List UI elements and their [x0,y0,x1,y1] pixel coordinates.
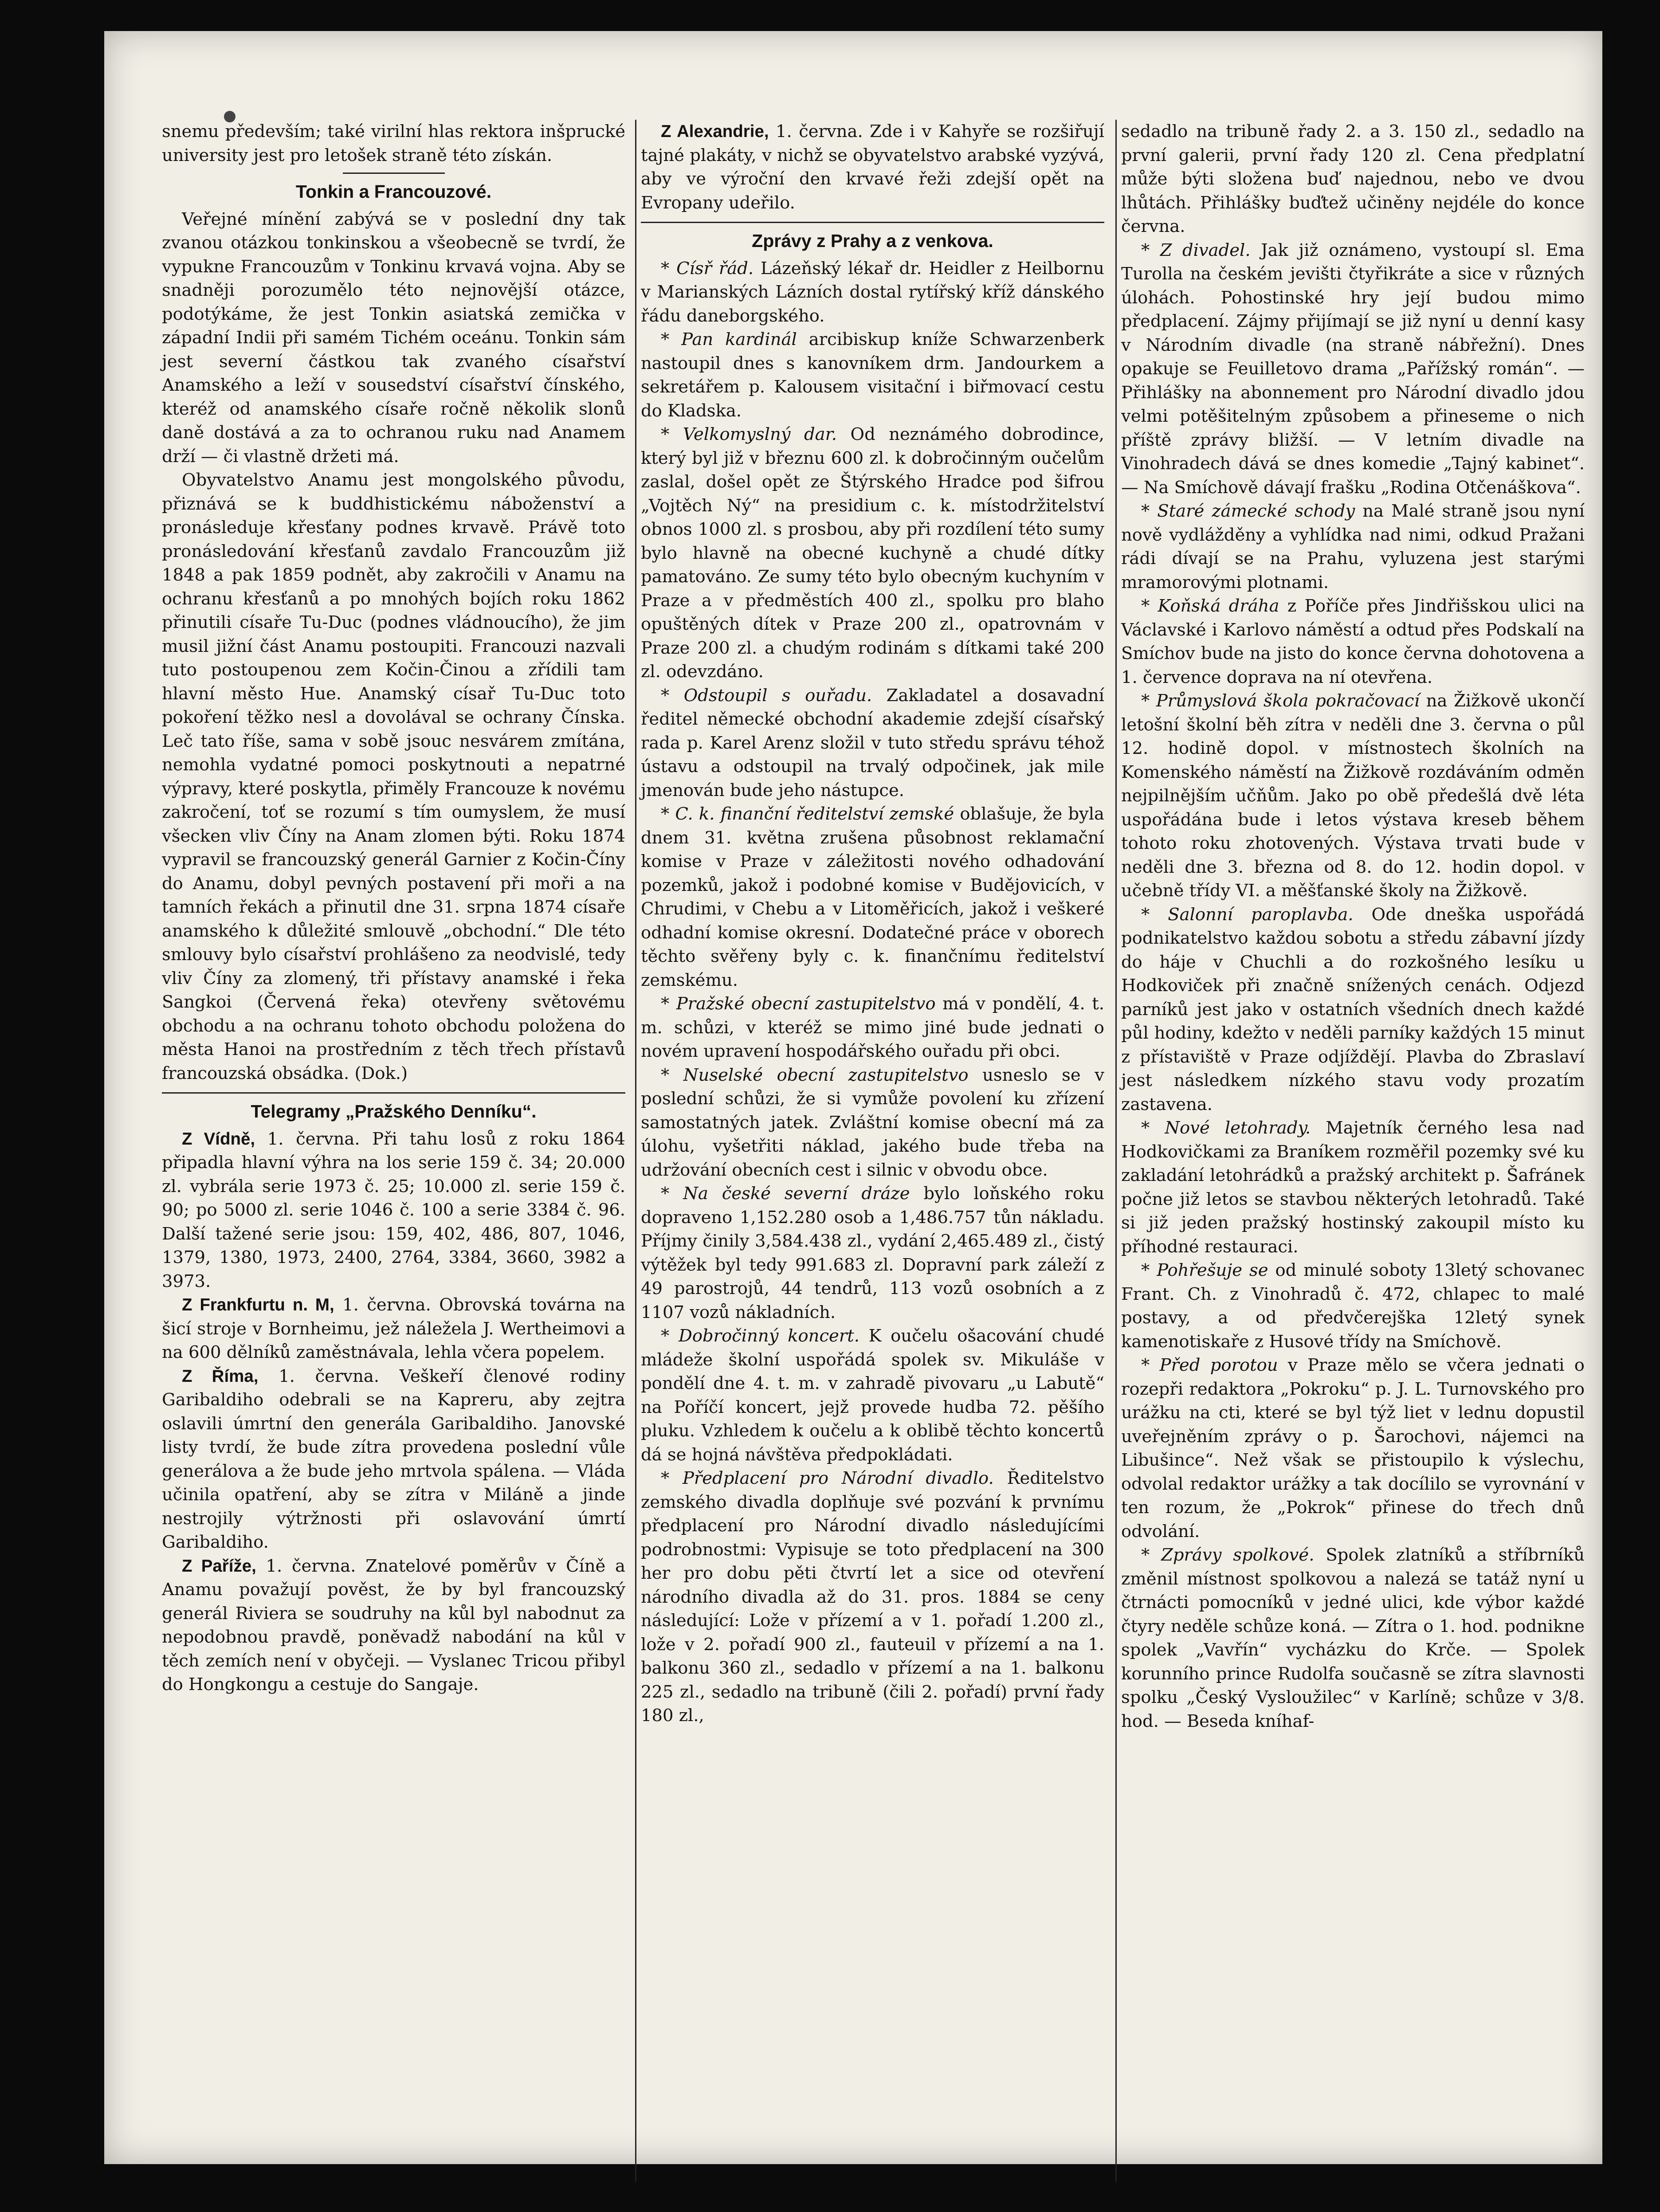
news-item: * Z divadel. Jak již oznámeno, vystoupí sl. Ema Turolla na českém jevišti čtyřikráte a sice v různých úlohách. Pohostinské hry její budou mimo předplacení. Zájmy přijímají se již nyní u denní kasy v Národním divadle (na straně nábřežní). Dnes opakuje se Feuilletovo drama „Pařížský román“. — Přihlášky na abonnement pro Národní divadlo jdou velmi potěšitelným způsobem a přineseme o nich příště zprávy bližší. — V letním divadle na Vinohradech dává se dnes komedie „Tajný kabinet“. — Na Smíchově dávají frašku „Rodina Otčenáškova“. [1121,240,1585,498]
item-title: Zprávy spolkové. [1161,1545,1315,1565]
item-title: Z divadel. [1160,240,1251,260]
telegram-text: 1. června. Veškeří členové rodiny Garibaldiho odebrali se na Kapreru, aby zejtra oslavili úmrtní den generála Garibaldiho. Janovské listy tvrdí, že bude zítra provedena poslední vůle generálova a že bude jeho mrtvola spálena. — Vláda učinila opatření, aby se zítra v Miláně a jinde nestrojily výtržnosti při oslavování úmrtí Garibaldiho. [162,1366,625,1552]
news-item: * Staré zámecké schody na Malé straně jsou nyní nově vydlážděny a vyhlídka nad nimi, odkud Pražani rádi dívají se na Prahu, vyluzena jest starými mramorovými plotnami. [1121,501,1585,592]
telegram-text: 1. června. Znatelové poměrův v Číně a Anamu považují pověst, že by byl francouzský generál Riviera se soudruhy na kůl byl nabodnut za nepodobnou pravdě, poněvadž nabodání na kůl v těch zemích není v obyčeji. — Vyslanec Tricou přibyl do Hongkongu a cestuje do Sangaje. [162,1556,625,1694]
item-text: bylo loňského roku dopraveno 1,152.280 osob a 1,486.757 tůn nákladu. Příjmy činily 3,584.438 zl., vydání 2,465.489 zl., čistý výtěžek byl tedy 991.683 zl. Dopravní park záleží z 49 parostrojů, 44 tendrů, 113 vozů osobních a z 1107 vozů nákladních. [641,1184,1104,1322]
telegram-text: 1. června. Zde i v Kahyře se rozšiřují tajné plakáty, v nichž se obyvatelstvo arabské vyzývá, aby ve výroční den krvavé řeži zdejší opět na Evropany udeřilo. [641,122,1104,213]
item-text: na Žižkově ukončí letošní školní běh zítra v neděli dne 3. června o půl 12. hodině dopol. v místnostech školních na Komenského náměstí na Žižkově rozdáváním odměn nejpilnějším učňům. Jako po obě předešlá dvě léta uspořádána bude i letos výstava kreseb během tohoto roku zhotovených. Výstava trvati bude v neděli dne 3. března od 8. do 12. hodin dopol. v učebně třídy VI. a měšťanské školy na Žižkově. [1121,691,1585,901]
news-item: * Pražské obecní zastupitelstvo má v pondělí, 4. t. m. schůzi, v kteréž se mimo jiné bude jednati o novém upravení hospodářského ouřadu při obci. [641,994,1104,1061]
news-item: * C. k. finanční ředitelství zemské oblašuje, že byla dnem 31. května zrušena působnost reklamační komise v Praze v záležitosti nového odhadování pozemků, jakož i podobné komise v Budějovicích, v Chrudimi, v Chebu a v Litoměřicích, jakož i veškeré odhadní komise okresní. Dodatečné práce v oborech těchto svěřeny byly c. k. finančnímu ředitelství zemskému. [641,804,1104,990]
dateline: Z Říma, [182,1366,259,1386]
item-title: Salonní paroplavba. [1168,904,1354,925]
item-title: Průmyslová škola pokračovací [1156,691,1420,711]
item-text: arcibiskup kníže Schwarzenberk nastoupil dnes s kanovníkem drm. Jandourkem a sekretářem p. Kalousem visitační i biřmovací cestu do Kladska. [641,329,1104,421]
paragraph: snemu především; také virilní hlas rektora inšprucké university jest pro letošek straně této získán. [162,122,625,165]
news-item: * Pohřešuje se od minulé soboty 13letý schovanec Frant. Ch. z Vinohradů č. 472, chlapec to malé postavy, a od předvčerejška 12letý synek kamenotiskaře z Husové třídy na Smíchově. [1121,1260,1585,1352]
item-text: od minulé soboty 13letý schovanec Frant. Ch. z Vinohradů č. 472, chlapec to malé postavy, a od předvčerejška 12letý synek kamenotiskaře z Husové třídy na Smíchově. [1121,1260,1585,1352]
section-heading: Tonkin a Francouzové. [295,181,492,202]
news-item: * Salonní paroplavba. Ode dneška uspořádá podnikatelstvo každou sobotu a středu zábavní jízdy do háje v Chuchli a do rozkošného lesíku u Hodkoviček při značně snížených cenách. Odjezd parníků jest jako v ostatních všedních dnech každé půl hodiny, kdežto v neděli parníky každých 15 minut z přístaviště v Praze odjíždějí. Plavba do Zbraslaví jest následkem nízkého stavu vody prozatím zastavena. [1121,904,1585,1114]
column-1 [162,120,625,1697]
news-item: * Císř řád. Lázeňský lékař dr. Heidler z Heilbornu v Marianských Lázních dostal rytířský kříž dánského řádu daneborgského. [641,258,1104,326]
column-2 [641,120,1104,1728]
telegram [162,1293,625,1365]
dateline: Z Alexandrie, [661,122,769,141]
news-item: * Na české severní dráze bylo loňského roku dopraveno 1,152.280 osob a 1,486.757 tůn nákladu. Příjmy činily 3,584.438 zl., vydání 2,465.489 zl., čistý výtěžek byl tedy 991.683 zl. Dopravní park záleží z 49 parostrojů, 44 tendrů, 113 vozů osobních a z 1107 vozů nákladních. [641,1184,1104,1322]
column-3 [1121,120,1585,1733]
paragraph: sedadlo na tribuně řady 2. a 3. 150 zl., sedadlo na první galerii, první řady 120 zl. Cena předplatní může býti složena buď najednou, nebo ve dvou lhůtách. Přihlášky buďtež učiněny nejdéle do konce června. [1121,122,1585,236]
item-text: z Poříče přes Jindřišskou ulici na Václavské i Karlovo náměstí a odtud přes Podskalí na Smíchov bude na jisto do konce června dohotovena a 1. července doprava na ní otevřena. [1121,596,1585,687]
news-item: * Velkomyslný dar. Od neznámého dobrodince, který byl již v březnu 600 zl. k dobročinným oučelům zaslal, došel opět ze Štýrského Hradce pod šifrou „Vojtěch Ný“ na presidium c. k. místodržitelství obnos 1000 zl. s prosbou, aby při rozdílení této sumy bylo hlavně na obecné kuchyně a chudé dítky pamatováno. Ze sumy této bylo obecným kuchyním v Praze a v předměstích 400 zl., spolku pro blaho opuštěných dítek v Praze 200 zl., opatrovnám v Praze 200 zl. a chudým rodinám s dítkami také 200 zl. odevzdáno. [641,424,1104,682]
item-title: Nuselské obecní zastupitelstvo [683,1065,969,1085]
item-title: Dobročinný koncert. [678,1326,859,1346]
item-text: v Praze mělo se včera jednati o rozepři redaktora „Pokroku“ p. J. L. Turnovského pro urážku na cti, které se byl týž liet v lednu dopustil uveřejněním zprávy o p. Šarochovi, nájemci na Libušince“. Než však se přistoupilo k výslechu, odvolal redaktor urážky a tak docílilo se vyrovnání v ten rozum, že „Pokrok“ přinese do třech dnů odvolání. [1121,1355,1585,1541]
telegram [162,1365,625,1554]
item-text: Lázeňský lékař dr. Heidler z Heilbornu v Marianských Lázních dostal rytířský kříž dánského řádu daneborgského. [641,258,1104,326]
telegram [162,1127,625,1294]
item-title: Na české severní dráze [683,1184,910,1204]
dateline: Z Vídně, [182,1129,255,1149]
news-item: * Průmyslová škola pokračovací na Žižkově ukončí letošní školní běh zítra v neděli dne 3. června o půl 12. hodině dopol. v místnostech školních na Komenského náměstí na Žižkově rozdáváním odměn nejpilnějším učňům. Jako po obě předešlá dvě léta uspořádána bude i letos výstava kreseb během tohoto roku zhotovených. Výstava trvati bude v neděli dne 3. března od 8. do 12. hodin dopol. v učebně třídy VI. a měšťanské školy na Žižkově. [1121,691,1585,901]
item-title: Velkomyslný dar. [683,424,837,444]
item-text: Ode dneška uspořádá podnikatelstvo každou sobotu a středu zábavní jízdy do háje v Chuchli a do rozkošného lesíku u Hodkoviček při značně snížených cenách. Odjezd parníků jest jako v ostatních všedních dnech každé půl hodiny, kdežto v neděli parníky každých 15 minut z přístaviště v Praze odjíždějí. Plavba do Zbraslaví jest následkem nízkého stavu vody prozatím zastavena. [1121,904,1585,1114]
column-rule [635,120,636,2182]
news-item: * Pan kardinál arcibiskup kníže Schwarzenberk nastoupil dnes s kanovníkem drm. Jandourkem a sekretářem p. Kalousem visitační i biřmovací cestu do Kladska. [641,329,1104,421]
separator [162,1092,625,1094]
item-title: Pohřešuje se [1157,1260,1268,1280]
item-text: Od neznámého dobrodince, který byl již v březnu 600 zl. k dobročinným oučelům zaslal, došel opět ze Štýrského Hradce pod šifrou „Vojtěch Ný“ na presidium c. k. místodržitelství obnos 1000 zl. s prosbou, aby při rozdílení této sumy bylo hlavně na obecné kuchyně a chudé dítky pamatováno. Ze sumy této bylo obecným kuchyním v Praze a v předměstích 400 zl., spolku pro blaho opuštěných dítek v Praze 200 zl., opatrovnám v Praze 200 zl. a chudým rodinám s dítkami také 200 zl. odevzdáno. [641,424,1104,682]
item-title: Staré zámecké schody [1157,501,1355,521]
news-item: * Odstoupil s ouřadu. Zakladatel a dosavadní ředitel německé obchodní akademie zdejší císařský rada p. Karel Arenz složil v tuto středu správu téhož ústavu a odstoupil na trvalý odpočinek, jak mile jmenován bude jeho nástupce. [641,685,1104,800]
item-text: Zakladatel a dosavadní ředitel německé obchodní akademie zdejší císařský rada p. Karel Arenz složil v tuto středu správu téhož ústavu a odstoupil na trvalý odpočinek, jak mile jmenován bude jeho nástupce. [641,685,1104,800]
item-title: Nové letohrady. [1165,1118,1311,1138]
item-text: Spolek zlatníků a stříbrníků změnil místnost spolkovou a nalezá se tatáž nyní u čtrnácti pomocníků v jedné ulici, kde výbor každé čtyry neděle schůze koná. — Zítra o 1. hod. podnikne spolek „Vavřín“ vycházku do Krče. — Spolek korunního prince Rudolfa současně se zítra slavnosti spolku „Český Vysloužilec“ v Karlíně; schůze v 3/8. hod. — Beseda kníhaf- [1121,1545,1585,1731]
item-title: Císř řád. [676,258,754,278]
section-heading: Telegramy „Pražského Denníku“. [251,1101,537,1122]
separator [641,222,1104,223]
section-heading: Zprávy z Prahy a z venkova. [752,231,993,251]
news-item: * Dobročinný koncert. K oučelu ošacování chudé mládeže školní uspořádá spolek sv. Mikuláše v pondělí dne 4. t. m. v zahradě pivovaru „u Labutě“ na Poříčí koncert, jejž provede hudba 72. pěšího pluku. Vzhledem k oučelu a k oblibě těchto koncertů dá se hojná návštěva předpokládati. [641,1326,1104,1465]
news-item: * Koňská dráha z Poříče přes Jindřišskou ulici na Václavské i Karlovo náměstí a odtud přes Podskalí na Smíchov bude na jisto do konce června dohotovena a 1. července doprava na ní otevřena. [1121,596,1585,687]
news-item: * Před porotou v Praze mělo se včera jednati o rozepři redaktora „Pokroku“ p. J. L. Turnovského pro urážku na cti, které se byl týž liet v lednu dopustil uveřejněním zprávy o p. Šarochovi, nájemci na Libušince“. Než však se přistoupilo k výslechu, odvolal redaktor urážky a tak docílilo se vyrovnání v ten rozum, že „Pokrok“ přinese do třech dnů odvolání. [1121,1355,1585,1541]
item-text: Ředitelstvo zemského divadla doplňuje své pozvání k prvnímu předplacení pro Národní divadlo následujícími podrobnostmi: Vypisuje se toto předplacení na 300 her pro dobu pěti čtvrtí let a sice od otevření národního divadla až do 31. pros. 1884 se ceny následující: Lože v přízemí a v 1. pořadí 1.200 zl., lože v 2. pořadí 900 zl., fauteuil v přízemí a na 1. balkonu 360 zl., sedadlo v přízemí a na 1. balkonu 225 zl., sedadlo na tribuně (čili 2. pořadí) první řady 180 zl., [641,1468,1104,1726]
news-item: * Zprávy spolkové. Spolek zlatníků a stříbrníků změnil místnost spolkovou a nalezá se tatáž nyní u čtrnácti pomocníků v jedné ulici, kde výbor každé čtyry neděle schůze koná. — Zítra o 1. hod. podnikne spolek „Vavřín“ vycházku do Krče. — Spolek korunního prince Rudolfa současně se zítra slavnosti spolku „Český Vysloužilec“ v Karlíně; schůze v 3/8. hod. — Beseda kníhaf- [1121,1545,1585,1731]
item-title: C. k. finanční ředitelství zemské [675,804,954,824]
item-title: Koňská dráha [1158,596,1279,616]
item-text: K oučelu ošacování chudé mládeže školní uspořádá spolek sv. Mikuláše v pondělí dne 4. t. m. v zahradě pivovaru „u Labutě“ na Poříčí koncert, jejž provede hudba 72. pěšího pluku. Vzhledem k oučelu a k oblibě těchto koncertů dá se hojná návštěva předpokládati. [641,1326,1104,1465]
dateline: Z Paříže, [182,1556,256,1576]
item-text: Majetník černého lesa nad Hodkovičkami za Braníkem rozměřil pozemky své ku zakladání letohrádků a pražský architekt p. Šafránek počne již letos se stavbou některých letohradů. Také si již jeden pražský hostinský zakoupil místo ku příhodné restauraci. [1121,1118,1585,1257]
item-title: Pan kardinál [681,329,797,349]
news-item: * Nuselské obecní zastupitelstvo usneslo se v poslední schůzi, že si vymůže povolení ku zřízení samostatných jatek. Zvláštní komise obecní má za úlohu, vyšetřiti náklad, jakého bude třeba na udržování obecních cest i silnic v obvodu obce. [641,1065,1104,1180]
item-title: Odstoupil s ouřadu. [683,685,872,706]
item-title: Před porotou [1159,1355,1278,1375]
separator [343,173,445,174]
telegram-text: 1. června. Při tahu losů z roku 1864 připadla hlavní výhra na los serie 159 č. 34; 20.000 zl. vybrála serie 1973 č. 25; 10.000 zl. serie 159 č. 90; po 5000 zl. serie 1046 č. 100 a serie 3384 č. 96. Další tažené serie jsou: 159, 402, 486, 807, 1046, 1379, 1380, 1973, 2400, 2764, 3384, 3660, 3982 a 3973. [162,1129,625,1291]
dateline: Z Frankfurtu n. M, [182,1295,334,1314]
item-text: má v pondělí, 4. t. m. schůzi, v kteréž se mimo jiné bude jednati o novém upravení hospodářského ouřadu při obci. [641,994,1104,1061]
news-item: * Nové letohrady. Majetník černého lesa nad Hodkovičkami za Braníkem rozměřil pozemky své ku zakladání letohrádků a pražský architekt p. Šafránek počne již letos se stavbou některých letohradů. Také si již jeden pražský hostinský zakoupil místo ku příhodné restauraci. [1121,1118,1585,1257]
column-rule [1115,120,1117,2182]
telegram [162,1554,625,1697]
paragraph: Veřejné mínění zabývá se v poslední dny tak zvanou otázkou tonkinskou a všeobecně se tvrdí, že vypukne Francouzům v Tonkinu krvavá vojna. Aby se snadněji porozumělo této nejnovější otázce, podotýkáme, že jest Tonkin asiatská zemička v západní Indii při samém Tichém oceánu. Tonkin sám jest severní částkou tak zvaného císařství Anamského a leží v sousedství císařství čínského, kteréž od anamského císaře ročně několik slonů daně dostává a za to ochranou ruku nad Anamem drží — či vlastně držeti má. [162,209,625,467]
item-title: Pražské obecní zastupitelstvo [676,994,936,1014]
news-item: * Předplacení pro Národní divadlo. Ředitelstvo zemského divadla doplňuje své pozvání k prvnímu předplacení pro Národní divadlo následujícími podrobnostmi: Vypisuje se toto předplacení na 300 her pro dobu pěti čtvrtí let a sice od otevření národního divadla až do 31. pros. 1884 se ceny následující: Lože v přízemí a v 1. pořadí 1.200 zl., lože v 2. pořadí 900 zl., fauteuil v přízemí a na 1. balkonu 360 zl., sedadlo v přízemí a na 1. balkonu 225 zl., sedadlo na tribuně (čili 2. pořadí) první řady 180 zl., [641,1468,1104,1726]
item-text: Jak již oznámeno, vystoupí sl. Ema Turolla na českém jevišti čtyřikráte a sice v různých úlohách. Pohostinské hry její budou mimo předplacení. Zájmy přijímají se již nyní u denní kasy v Národním divadle (na straně nábřežní). Dnes opakuje se Feuilletovo drama „Pařížský román“. — Přihlášky na abonnement pro Národní divadlo jdou velmi potěšitelným způsobem a přineseme o nich příště zprávy bližší. — V letním divadle na Vinohradech dává se dnes komedie „Tajný kabinet“. — Na Smíchově dávají frašku „Rodina Otčenáškova“. [1121,240,1585,498]
item-text: na Malé straně jsou nyní nově vydlážděny a vyhlídka nad nimi, odkud Pražani rádi dívají se na Prahu, vyluzena jest starými mramorovými plotnami. [1121,501,1585,592]
item-text: usneslo se v poslední schůzi, že si vymůže povolení ku zřízení samostatných jatek. Zvláštní komise obecní má za úlohu, vyšetřiti náklad, jakého bude třeba na udržování obecních cest i silnic v obvodu obce. [641,1065,1104,1180]
telegram-text: 1. června. Obrovská továrna na šicí stroje v Bornheimu, jež náležela J. Wertheimovi a na 600 dělníků zaměstnávala, lehla včera popelem. [162,1295,626,1362]
item-text: oblašuje, že byla dnem 31. května zrušena působnost reklamační komise v Praze v záležitosti nového odhadování pozemků, jakož i podobné komise v Budějovicích, v Chrudimi, v Chebu a v Litoměřicích, jakož i veškeré odhadní komise okresní. Dodatečné práce v oborech těchto svěřeny byly c. k. finančnímu ředitelství zemskému. [641,804,1104,990]
telegram [641,120,1104,215]
item-title: Předplacení pro Národní divadlo. [682,1468,994,1488]
paragraph: Obyvatelstvo Anamu jest mongolského původu, přiznává se k buddhistickému náboženství a pronásleduje křesťany podnes krvavě. Právě toto pronásledování křesťanů zavdalo Francouzům již 1848 a pak 1859 podnět, aby zakročili v Anamu na ochranu křesťanů a po mnohých bojích roku 1862 přinutili císaře Tu-Duc (podnes vládnoucího), že jim musil jižní část Anamu postoupiti. Francouzi nazvali tuto postoupenou zem Kočin-Činou a zřídili tam hlavní město Hue. Anamský císař Tu-Duc toto pokoření těžko nesl a dovolával se ochrany Čínska. Leč tato říše, sama v sobě jsouc nesvárem zmítána, nemohla vydatné pomoci poskytnouti a nepatrné výpravy, které poskytla, přiměly Francouze k novému zakročení, toť se rozumí s tím oumyslem, že musí všecken vliv Číny na Anam zlomen býti. Roku 1874 vypravil se francouzský generál Garnier z Kočin-Číny do Anamu, dobyl pevných postavení při moři a na tamních řekách a přinutil dne 31. srpna 1874 císaře anamského k důležité smlouvě „obchodní.“ Dle této smlouvy bylo císařství prohlášeno za neodvislé, tedy vliv Číny za zlomený, tři přístavy anamské i řeka Sangkoi (Červená řeka) otevřeny světovému obchodu a na ochranu tohoto obchodu položena do města Hanoi na prostředním z těch třech přístavů francouzská obsádka. (Dok.) [162,470,625,1083]
